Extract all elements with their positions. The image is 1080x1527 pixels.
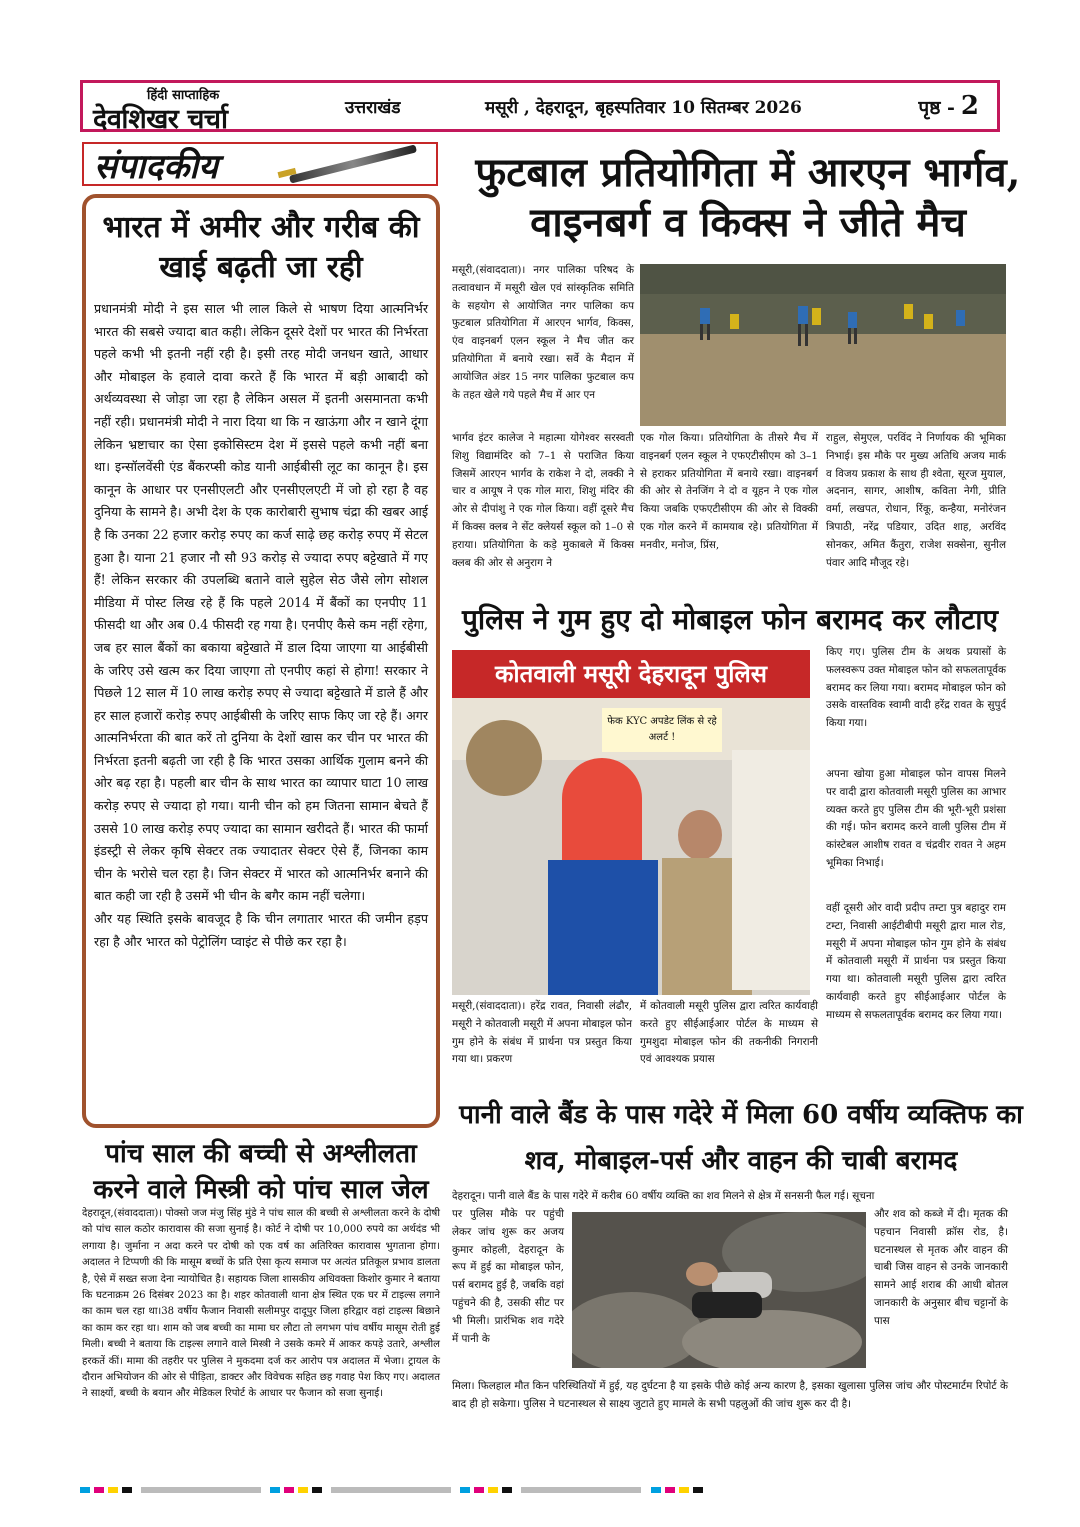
football-headline: फुटबाल प्रतियोगिता में आरएन भार्गव, वाइनबर्ग व किक्स ने जीते मैच [475,149,1021,246]
page-indicator [918,91,979,121]
photo-poster: फेक KYC अपडेट लिंक से रहे अलर्ट ! [602,708,722,752]
paper-tagline: हिंदी साप्ताहिक [147,88,220,103]
police-headline: पुलिस ने गुम हुए दो मोबाइल फोन बरामद कर लौटाए [461,603,998,636]
jail-body: देहरादून,(संवाददाता)। पोक्सो जज मंजु सिंह मुंडे ने पांच साल की बच्ची से अश्लीलता करने के दोषी को पांच साल कठोर कारावास की सजा सुनाई है। कोर्ट ने दोषी पर 10,000 रुपये का अर्थदंड भी लगाया है। जुर्माना न अदा करने पर दोषी को एक वर्ष का अतिरिक्त कारावास भुगताना होगा। अदालत ने टिप्पणी की कि मासूम बच्चों के प्रति ऐसा कृत्य समाज पर अत्यंत प्रतिकूल प्रभाव डालता है, ऐसे में सख्त सजा देना न्यायोचित है। सहायक जिला शासकीय अधिवक्ता किशोर कुमार ने बताया कि घटनाक्रम 26 दिसंबर 2023 का है। शहर कोतवाली थाना क्षेत्र स्थित एक घर में टाइल्स लगाने का काम चल रहा था।38 वर्षीय फैजान निवासी सलीमपुर दादूपुर जिला हरिद्वार वहां टाइल्स बिछाने का काम कर रहा था। शाम को जब बच्ची का मामा घर लौटा तो लगभग पांच वर्षीय मासूम रोती हुई मिली। बच्ची ने बताया कि टाइल्स लगाने वाले मिस्त्री ने उसके कमरे में आकर कपड़े उतारे, अश्लील हरकतें कीं। मामा की तहरीर पर पुलिस ने मुकदमा दर्ज कर आरोप पत्र अदालत में भेजा। ट्रायल के दौरान अभियोजन की ओर से पीड़िता, डाक्टर और विवेचक सहित छह गवाह पेश किए गए। अदालत ने साक्ष्यों, बच्ची के बयान और मेडिकल रिपोर्ट के आधार पर फैजान को सजा सुनाई। [82,1208,440,1400]
registration-bar [80,1478,1000,1484]
editorial-paragraph: प्रधानमंत्री मोदी ने इस साल भी लाल किले से भाषण दिया आत्मनिर्भर भारत की सबसे ज्यादा बात कही। लेकिन दूसरे देशों पर भारत की निर्भरता पहले कभी भी इतनी नहीं रही है। इसी तरह मोदी जनधन खाते, आधार और मोबाइल के हवाले दावा करते हैं कि भारत में बड़ी आबादी को अर्थव्यवस्था से जोड़ा जा रहा है लेकिन असल में इतनी असमानता कभी नहीं रही। प्रधानमंत्री मोदी ने नारा दिया था कि न खाऊंगा और न खाने दूंगा लेकिन भ्रष्टाचार का ऐसा इकोसिस्टम देश में इससे पहले कभी नहीं बना था। इन्सॉलवेंसी एंड बैंकरप्सी कोड यानी आईबीसी लूट का कानून है। इस कानून के आधार पर एनसीएलटी और एनसीएलएटी में जो हो रहा है वह दुनिया के सामने है। अभी देश के एक कारोबारी सुभाष चंद्रा की खबर आई है कि उनका 22 हजार करोड़ रुपए का कर्ज साढ़े छह करोड़ रुपए में सेटल हुआ है। याना 21 हजार नौ सौ 93 करोड़ से ज्यादा रुपए बट्टेखाते में गए हैं! लेकिन सरकार की उपलब्धि बताने वाले सुहेल सेठ जैसे लोग सोशल मीडिया में पोस्ट लिख रहे हैं कि पहले 2014 में बैंकों का एनपीए 11 फीसदी था और अब 0.4 फीसदी रह गया है। एनपीए कैसे कम नहीं रहेगा, जब हर साल बैंकों का बकाया बट्टेखाते में डाल दिया जाएगा या आईबीसी के जरिए उसे खत्म कर दिया जाएगा तो एनपीए कहां से होगा! सरकार ने पिछले 12 साल में 10 लाख करोड़ रुपए से ज्यादा बट्टेखाते में डाले हैं और हर साल हजारों करोड़ रुपए आईबीसी के जरिए साफ किए जा रहे हैं। अगर आत्मनिर्भरता की बात करें तो दुनिया के देशों खास कर चीन पर भारत की निर्भरता इतनी बढ़ती जा रही है कि भारत उसका आर्थिक गुलाम बनने की ओर बढ़ रहा है। पहली बार चीन के साथ भारत का व्यापार घाटा 10 लाख करोड़ रुपए से ज्यादा हो गया। यानी चीन को हम जितना सामान बेचते हैं उससे 10 लाख करोड़ रुपए ज्यादा का सामान खरीदते हैं। भारत की फार्मा इंडस्ट्री से लेकर कृषि सेक्टर तक ज्यादातर सेक्टर ऐसे हैं, जिनका काम चीन के भरोसे चल रहा है। जिन सेक्टर में भारत को आत्मनिर्भर बनाने की बात कही जा रही है उसमें भी चीन के बगैर काम नहीं चलेगा। [94,301,428,904]
paper-name: देवशिखर चर्चा [93,104,228,135]
body-found-intro: देहरादून। पानी वाले बैंड के पास गदेरे में करीब 60 वर्षीय व्यक्ति का शव मिलने से क्षेत्र में सनसनी फैल गई। सूचना [452,1190,875,1202]
football-column-1-bottom: भार्गव इंटर कालेज ने महात्मा योगेश्वर सरस्वती शिशु विद्यामंदिर को 7–1 से पराजित किया जिसमें आरएन भार्गव के राकेश ने दो, लक्की ने चार व आयूष ने एक गोल मारा, शिशु मंदिर की ओर से दीपांशु ने एक गोल किया। वहीं दूसरे मैच में किक्स क्लब ने सेंट क्लेयर्स स्कूल को 1–0 से हराया। प्रतियोगिता के कड़े मुकाबले में किक्स क्लब की ओर से अनुराग ने [452,432,634,569]
editorial-badge [82,142,438,186]
editorial-title: भारत में अमीर और गरीब की खाई बढ़ती जा रही [102,210,420,285]
officer-portrait [466,720,542,796]
page-number: 2 [960,91,979,121]
rocky-ravine-image [572,1212,866,1368]
masthead [80,80,1000,135]
jail-headline: पांच साल की बच्ची से अश्लीलता करने वाले मिस्त्री को पांच साल जेल [93,1139,429,1205]
football-photo [640,264,1006,426]
football-column-3: राहुल, सेमुएल, परविंद ने निर्णायक की भूमिका निभाई। इस मौके पर मुख्य अतिथि अजय मार्क व विजय प्रकाश के साथ ही श्वेता, सूरज मुयाल, अदनान, सागर, आशीष, कविता नेगी, प्रीति वर्मा, लखपत, रोधान, रिंकू, कन्हैया, मनोरंजन त्रिपाठी, नरेंद्र पडियार, उदित शाह, अरविंद सोनकर, अमित कैंतुरा, राजेश सक्सेना, सुनील पंवार आदि मौजूद रहे। [826,432,1006,569]
editorial-body [94,298,428,953]
football-match-image [640,264,1006,426]
police-right-column-2: अपना खोया हुआ मोबाइल फोन वापस मिलने पर वादी द्वारा कोतवाली मसूरी पुलिस का आभार व्यक्त करते हुए पुलिस टीम की भूरी-भूरी प्रशंसा की गई। फोन बरामद करने वाली पुलिस टीम में कांस्टेबल आशीष रावत व चंद्रवीर रावत ने अहम भूमिका निभाई। [826,768,1006,869]
body-found-outro: मिला। फिलहाल मौत किन परिस्थितियों में हुई, यह दुर्घटना है या इसके पीछे कोई अन्य कारण है, इसका खुलासा पुलिस जांच और पोस्टमार्टम रिपोर्ट के बाद ही हो सकेगा। पुलिस ने घटनास्थल से साक्ष्य जुटाते हुए मामले के सभी पहलुओं की जांच शुरू कर दी है। [452,1380,1008,1410]
state-label: उत्तराखंड [345,98,401,118]
body-found-photo [572,1212,866,1368]
page-label: पृष्ठ - [918,97,955,119]
football-column-1-top: मसूरी,(संवाददाता)। नगर पालिका परिषद के तत्वावधान में मसूरी खेल एवं सांस्कृतिक समिति के सहयोग से आयोजित नगर पालिका कप फुटबाल प्रतियोगिता में आरएन भार्गव, किक्स, एंव वाइनबर्ग एलन स्कूल ने मैच जीत कर प्रतियोगिता में बनाये रखा। सर्वे के मैदान में आयोजित अंडर 15 नगर पालिका फुटबाल कप के तहत खेले गये पहले मैच में आर एन [452,264,634,401]
police-photo [452,650,810,995]
photo-banner: कोतवाली मसूरी देहरादून पुलिस [452,650,810,698]
dateline: मसूरी , देहरादून, बृहस्पतिवार 10 सितम्बर 2026 [485,98,802,118]
pen-icon [289,144,417,183]
police-bottom-column-1: मसूरी,(संवाददाता)। हरेंद्र रावत, निवासी लंढौर, मसूरी ने कोतवाली मसूरी में अपना मोबाइल फोन गुम होने के संबंध में प्रार्थना पत्र प्रस्तुत किया गया था। प्रकरण [452,1000,632,1066]
body-found-headline: पानी वाले बैंड के पास गदेरे में मिला 60 वर्षीय व्यक्तिफ का शव, मोबाइल-पर्स और वाहन की चाबी बरामद [459,1100,1023,1176]
police-right-column: किए गए। पुलिस टीम के अथक प्रयासों के फलस्वरूप उक्त मोबाइल फोन को सफलतापूर्वक बरामद कर लिया गया। बरामद मोबाइल फोन को उसके वास्तविक स्वामी वादी हरेंद्र रावत के सुपुर्द किया गया। [826,646,1006,730]
police-right-column-3: वहीं दूसरी ओर वादी प्रदीप तम्टा पुत्र बहादुर राम टम्टा, निवासी आईटीबीपी मसूरी द्वारा माल रोड, मसूरी में अपना मोबाइल फोन गुम होने के संबंध में कोतवाली मसूरी में प्रार्थना पत्र प्रस्तुत किया गया था। कोतवाली मसूरी पुलिस द्वारा त्वरित कार्यवाही करते हुए सीईआईआर पोर्टल के माध्यम से सफलतापूर्वक बरामद कर लिया गया। [826,902,1006,1021]
editorial-box [82,194,440,1128]
body-found-right-column: और शव को कब्जे में दी। मृतक की पहचान निवासी क्रॉस रोड, है। घटनास्थल से मृतक और वाहन की चाबी जिस वाहन से उनके जानकारी सामने आई शराब की आधी बोतल जानकारी के अनुसार बीच चट्टानों के पास [874,1208,1008,1327]
body-found-left-column: पर पुलिस मौके पर पहुंची लेकर जांच शुरू कर अजय कुमार कोहली, देहरादून के रूप में हुई का मोबाइल फोन, पर्स बरामद हुई है, जबकि वहां पहुंचने की है, उसकी सीट पर भी मिली। प्रारंभिक शव गदेरे में पानी के [452,1208,564,1345]
person-left [562,758,642,868]
editorial-label: संपादकीय [94,147,218,187]
football-column-2: एक गोल किया। प्रतियोगिता के तीसरे मैच में वाइनबर्ग एलन स्कूल ने एफएटीसीएम को 3–1 से हराकर प्रतियोगिता में बनाये रखा। वाइनबर्ग की ओर से तेनजिंग ने दो व यूहन ने एक गोल किया जबकि एफएटीसीएम की ओर से विक्की एक गोल करने में कामयाब रहे। प्रतियोगिता में मनवीर, मनोज, प्रिंस, [640,432,818,551]
editorial-paragraph: और यह स्थिति इसके बावजूद है कि चीन लगातार भारत की जमीन हड़प रहा है और भारत को पेट्रोलिंग प्वाइंट से पीछे कर रहा है। [94,911,428,949]
police-bottom-column-2: में कोतवाली मसूरी पुलिस द्वारा त्वरित कार्यवाही करते हुए सीईआईआर पोर्टल के माध्यम से गुमशुदा मोबाइल फोन की तकनीकी निगरानी एवं आवश्यक प्रयास [640,1000,818,1066]
